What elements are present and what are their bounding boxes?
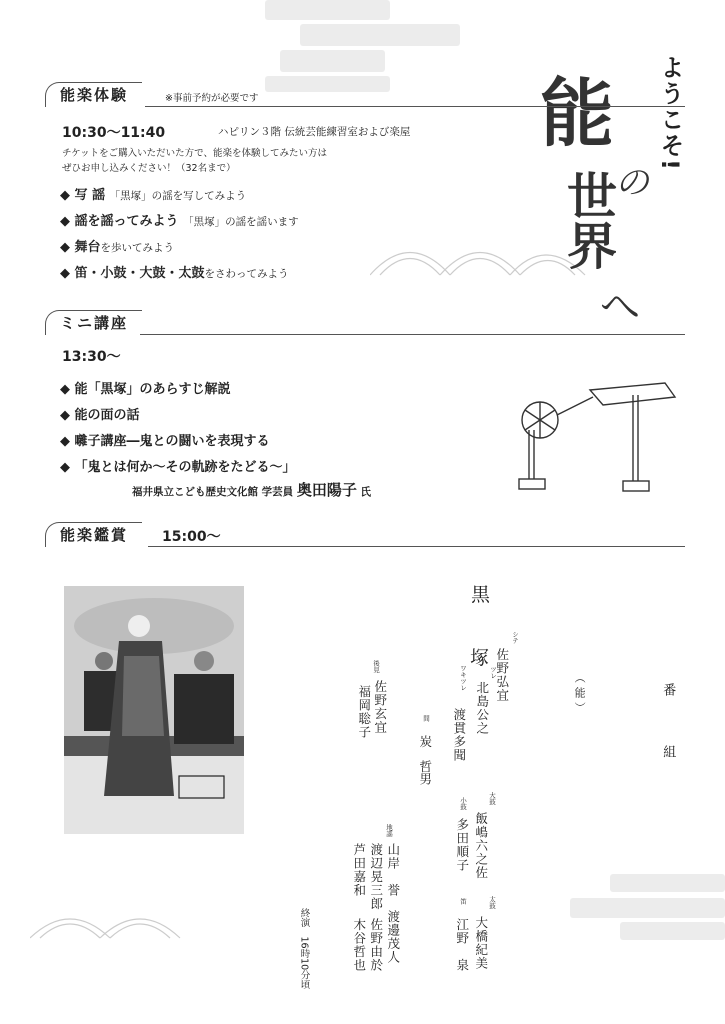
appreciation-time: 15:00～ [162, 529, 221, 545]
play-title-2: 塚 [470, 647, 490, 669]
section-appreciation-header [45, 522, 685, 548]
lecture-speaker: 福井県立こども歴史文化館 学芸員 奥田陽子 氏 [132, 481, 371, 499]
cast-name: 大橋紀美 [473, 916, 489, 970]
lecture-item: ◆ 囃子講座―鬼との闘いを表現する [60, 434, 270, 449]
lecture-item: ◆ 能「黒塚」のあらすじ解説 [60, 382, 231, 397]
experience-item: ◆ 笛・小鼓・大鼓・太鼓をさわってみよう [60, 266, 289, 281]
role-label: 大鼓 [488, 792, 496, 805]
cast-name: 江野 泉 [454, 918, 470, 972]
title-no: の [615, 163, 649, 203]
cloud-decoration-top [280, 50, 385, 72]
section-heading: 能楽鑑賞 [45, 522, 142, 547]
end-time: 終演 16時10分頃 [298, 908, 310, 990]
role-label: ツレ [489, 666, 497, 679]
cloud-decoration-bottom [620, 922, 725, 940]
role-label: 太鼓 [488, 896, 496, 909]
experience-item: ◆ 写 謡 「黒塚」の謡を写してみよう [60, 188, 247, 203]
chorus-name: 芦田嘉和 [351, 843, 367, 897]
cast-name: 佐野玄宜 [372, 680, 388, 734]
wave-decoration [30, 900, 210, 940]
section-lecture-header [45, 310, 685, 336]
role-label: 地謡 [385, 824, 393, 837]
divider [148, 546, 685, 547]
title-he: へ [600, 284, 640, 330]
chorus-name: 渡辺晃三郎 [368, 843, 384, 911]
role-label: ワキツレ [459, 665, 467, 691]
experience-desc: ぜひお申し込みください！（32名まで） [62, 163, 236, 174]
chorus-name: 木谷哲也 [351, 918, 367, 972]
experience-time: 10:30～11:40 [62, 125, 166, 141]
cast-name: 渡貫多聞 [451, 708, 467, 762]
title-noh: 能 [540, 71, 614, 157]
performance-photo [64, 586, 244, 834]
section-experience-header [45, 82, 685, 108]
play-title-1: 黒 [471, 584, 491, 606]
chorus-name: 佐野由於 [368, 918, 384, 972]
cast-name: 佐野弘宜 [494, 648, 510, 702]
experience-item: ◆ 舞台を歩いてみよう [60, 240, 175, 255]
section-heading: 能楽体験 [45, 82, 142, 107]
cast-name: 福岡聡子 [356, 685, 372, 739]
experience-desc: チケットをご購入いただいた方で、能楽を体験してみたい方は [62, 148, 327, 159]
chorus-name: 山岸 誉 [385, 843, 401, 897]
role-label: 笛 [459, 898, 467, 905]
cast-name: 飯嶋六之佐 [473, 812, 489, 880]
divider [140, 334, 685, 335]
role-label: 小鼓 [459, 797, 467, 810]
role-label: シテ [511, 631, 519, 644]
lecture-item: ◆ 能の面の話 [60, 408, 140, 423]
title-welcome: ようこそ! [656, 55, 684, 172]
experience-place: ハピリン３階 伝統芸能練習室および楽屋 [218, 126, 411, 138]
reservation-note: ※事前予約が必要です [165, 93, 259, 104]
cloud-decoration-top [300, 24, 460, 46]
noh-performance-image [64, 586, 244, 834]
program-label: 番 組 [660, 683, 676, 776]
cast-name: 北島公之 [474, 681, 490, 735]
cloud-decoration-bottom [570, 898, 725, 918]
program-type: （能） [573, 672, 587, 717]
role-label: 間 [422, 715, 430, 722]
cloud-decoration-top [265, 0, 390, 20]
cast-name: 多田順子 [454, 818, 470, 872]
cast-name: 炭 哲男 [417, 735, 433, 785]
experience-item: ◆ 謡を謡ってみよう 「黒塚」の謡を謡います [60, 214, 299, 229]
divider [145, 106, 685, 107]
lecture-time: 13:30～ [62, 349, 121, 365]
spinning-wheel-illustration [515, 375, 690, 495]
role-label: 後見 [372, 660, 380, 673]
cloud-decoration-bottom [610, 874, 725, 892]
section-heading: ミニ講座 [45, 310, 142, 335]
title-world: 世界 [559, 170, 618, 270]
chorus-name: 渡邊茂人 [385, 910, 401, 964]
lecture-item: ◆ 「鬼とは何か～その軌跡をたどる～」 [60, 460, 296, 475]
